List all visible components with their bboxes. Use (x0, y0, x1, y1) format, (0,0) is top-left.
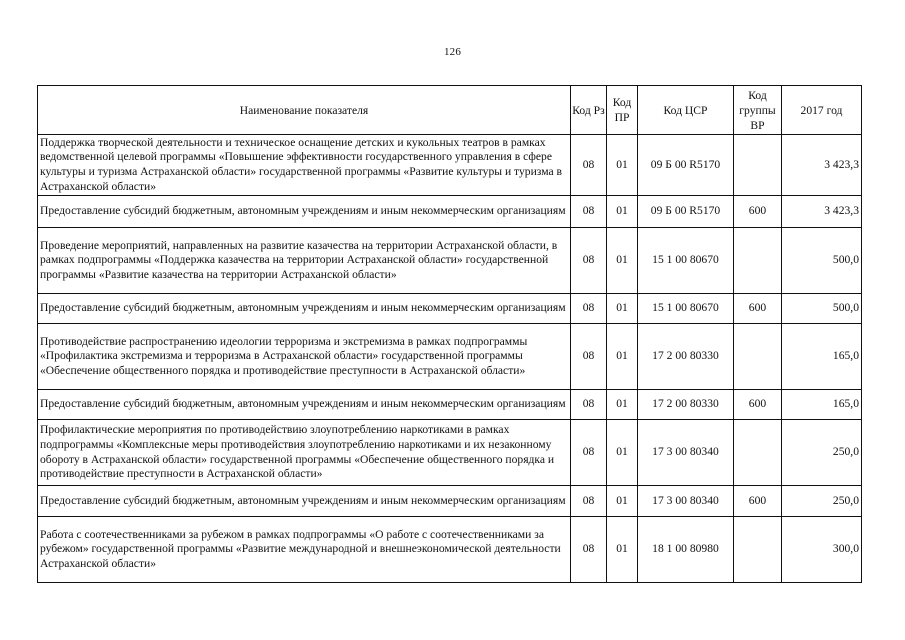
table-row (38, 228, 862, 294)
row-csr: 17 3 00 80340 (638, 486, 734, 517)
row-amount: 3 423,3 (782, 135, 862, 196)
row-amount: 165,0 (782, 390, 862, 420)
row-rz: 08 (571, 294, 607, 324)
table-row (38, 294, 862, 324)
row-pr: 01 (607, 420, 638, 486)
table-row (38, 486, 862, 517)
row-rz: 08 (571, 324, 607, 390)
row-pr: 01 (607, 135, 638, 196)
row-vr (734, 420, 782, 486)
header-row (38, 86, 862, 135)
row-rz: 08 (571, 135, 607, 196)
row-amount: 300,0 (782, 517, 862, 583)
table-body (38, 135, 862, 583)
table-header (38, 86, 862, 135)
row-name: Предоставление субсидий бюджетным, автономным учреждениям и иным некоммерческим организациям (38, 294, 571, 324)
row-pr: 01 (607, 517, 638, 583)
row-vr (734, 517, 782, 583)
row-rz: 08 (571, 196, 607, 228)
row-name: Проведение мероприятий, направленных на развитие казачества на территории Астраханской области, в рамках подпрограммы «Поддержка казачества на территории Астраханской области» государственной программы «Развитие казачества на территории Астраханской области» (38, 228, 571, 294)
table-row (38, 135, 862, 196)
row-name: Профилактические мероприятия по противодействию злоупотреблению наркотиками в рамках подпрограммы «Комплексные меры противодействия злоупотреблению наркотиками и их незаконному обороту в Астраханской области» государственной программы «Обеспечение общественного порядка и противодействие преступности в Астраханской области» (38, 420, 571, 486)
row-vr: 600 (734, 196, 782, 228)
table-row (38, 390, 862, 420)
row-csr: 15 1 00 80670 (638, 294, 734, 324)
row-csr: 17 2 00 80330 (638, 324, 734, 390)
row-csr: 17 3 00 80340 (638, 420, 734, 486)
row-rz: 08 (571, 228, 607, 294)
row-csr: 09 Б 00 R5170 (638, 135, 734, 196)
row-name: Предоставление субсидий бюджетным, автономным учреждениям и иным некоммерческим организациям (38, 390, 571, 420)
row-csr: 18 1 00 80980 (638, 517, 734, 583)
row-pr: 01 (607, 390, 638, 420)
row-name: Предоставление субсидий бюджетным, автономным учреждениям и иным некоммерческим организациям (38, 486, 571, 517)
header-name: Наименование показателя (38, 86, 571, 135)
row-csr: 09 Б 00 R5170 (638, 196, 734, 228)
row-name: Противодействие распространению идеологии терроризма и экстремизма в рамках подпрограммы «Профилактика экстремизма и терроризма в Астраханской области» государственной программы «Обеспечение общественного порядка и противодействие преступности в Астраханской области» (38, 324, 571, 390)
row-vr (734, 324, 782, 390)
row-amount: 500,0 (782, 228, 862, 294)
row-rz: 08 (571, 390, 607, 420)
row-name: Работа с соотечественниками за рубежом в рамках подпрограммы «О работе с соотечественниками за рубежом» государственной программы «Развитие международной и внешнеэкономической деятельности Астраханской области» (38, 517, 571, 583)
table-row (38, 196, 862, 228)
budget-table (37, 85, 862, 583)
row-vr: 600 (734, 294, 782, 324)
table-row (38, 517, 862, 583)
row-amount: 250,0 (782, 420, 862, 486)
header-csr: Код ЦСР (638, 86, 734, 135)
row-amount: 165,0 (782, 324, 862, 390)
row-pr: 01 (607, 228, 638, 294)
page-number: 126 (443, 46, 462, 58)
table-row (38, 420, 862, 486)
row-vr (734, 135, 782, 196)
row-amount: 500,0 (782, 294, 862, 324)
row-rz: 08 (571, 420, 607, 486)
table-row (38, 324, 862, 390)
header-rz: Код Рз (571, 86, 607, 135)
row-amount: 3 423,3 (782, 196, 862, 228)
row-vr (734, 228, 782, 294)
header-year: 2017 год (782, 86, 862, 135)
header-pr: Код ПР (607, 86, 638, 135)
row-pr: 01 (607, 486, 638, 517)
row-name: Предоставление субсидий бюджетным, автономным учреждениям и иным некоммерческим организациям (38, 196, 571, 228)
row-rz: 08 (571, 486, 607, 517)
row-pr: 01 (607, 294, 638, 324)
row-name: Поддержка творческой деятельности и техническое оснащение детских и кукольных театров в рамках ведомственной целевой программы «Повышение эффективности государственного управления в сфере культуры и туризма Астраханской области» государственной программы «Развитие культуры и туризма в Астраханской области» (38, 135, 571, 196)
row-csr: 15 1 00 80670 (638, 228, 734, 294)
row-vr: 600 (734, 486, 782, 517)
row-pr: 01 (607, 196, 638, 228)
row-rz: 08 (571, 517, 607, 583)
row-vr: 600 (734, 390, 782, 420)
row-pr: 01 (607, 324, 638, 390)
row-csr: 17 2 00 80330 (638, 390, 734, 420)
header-vr: Код группы ВР (734, 86, 782, 135)
row-amount: 250,0 (782, 486, 862, 517)
